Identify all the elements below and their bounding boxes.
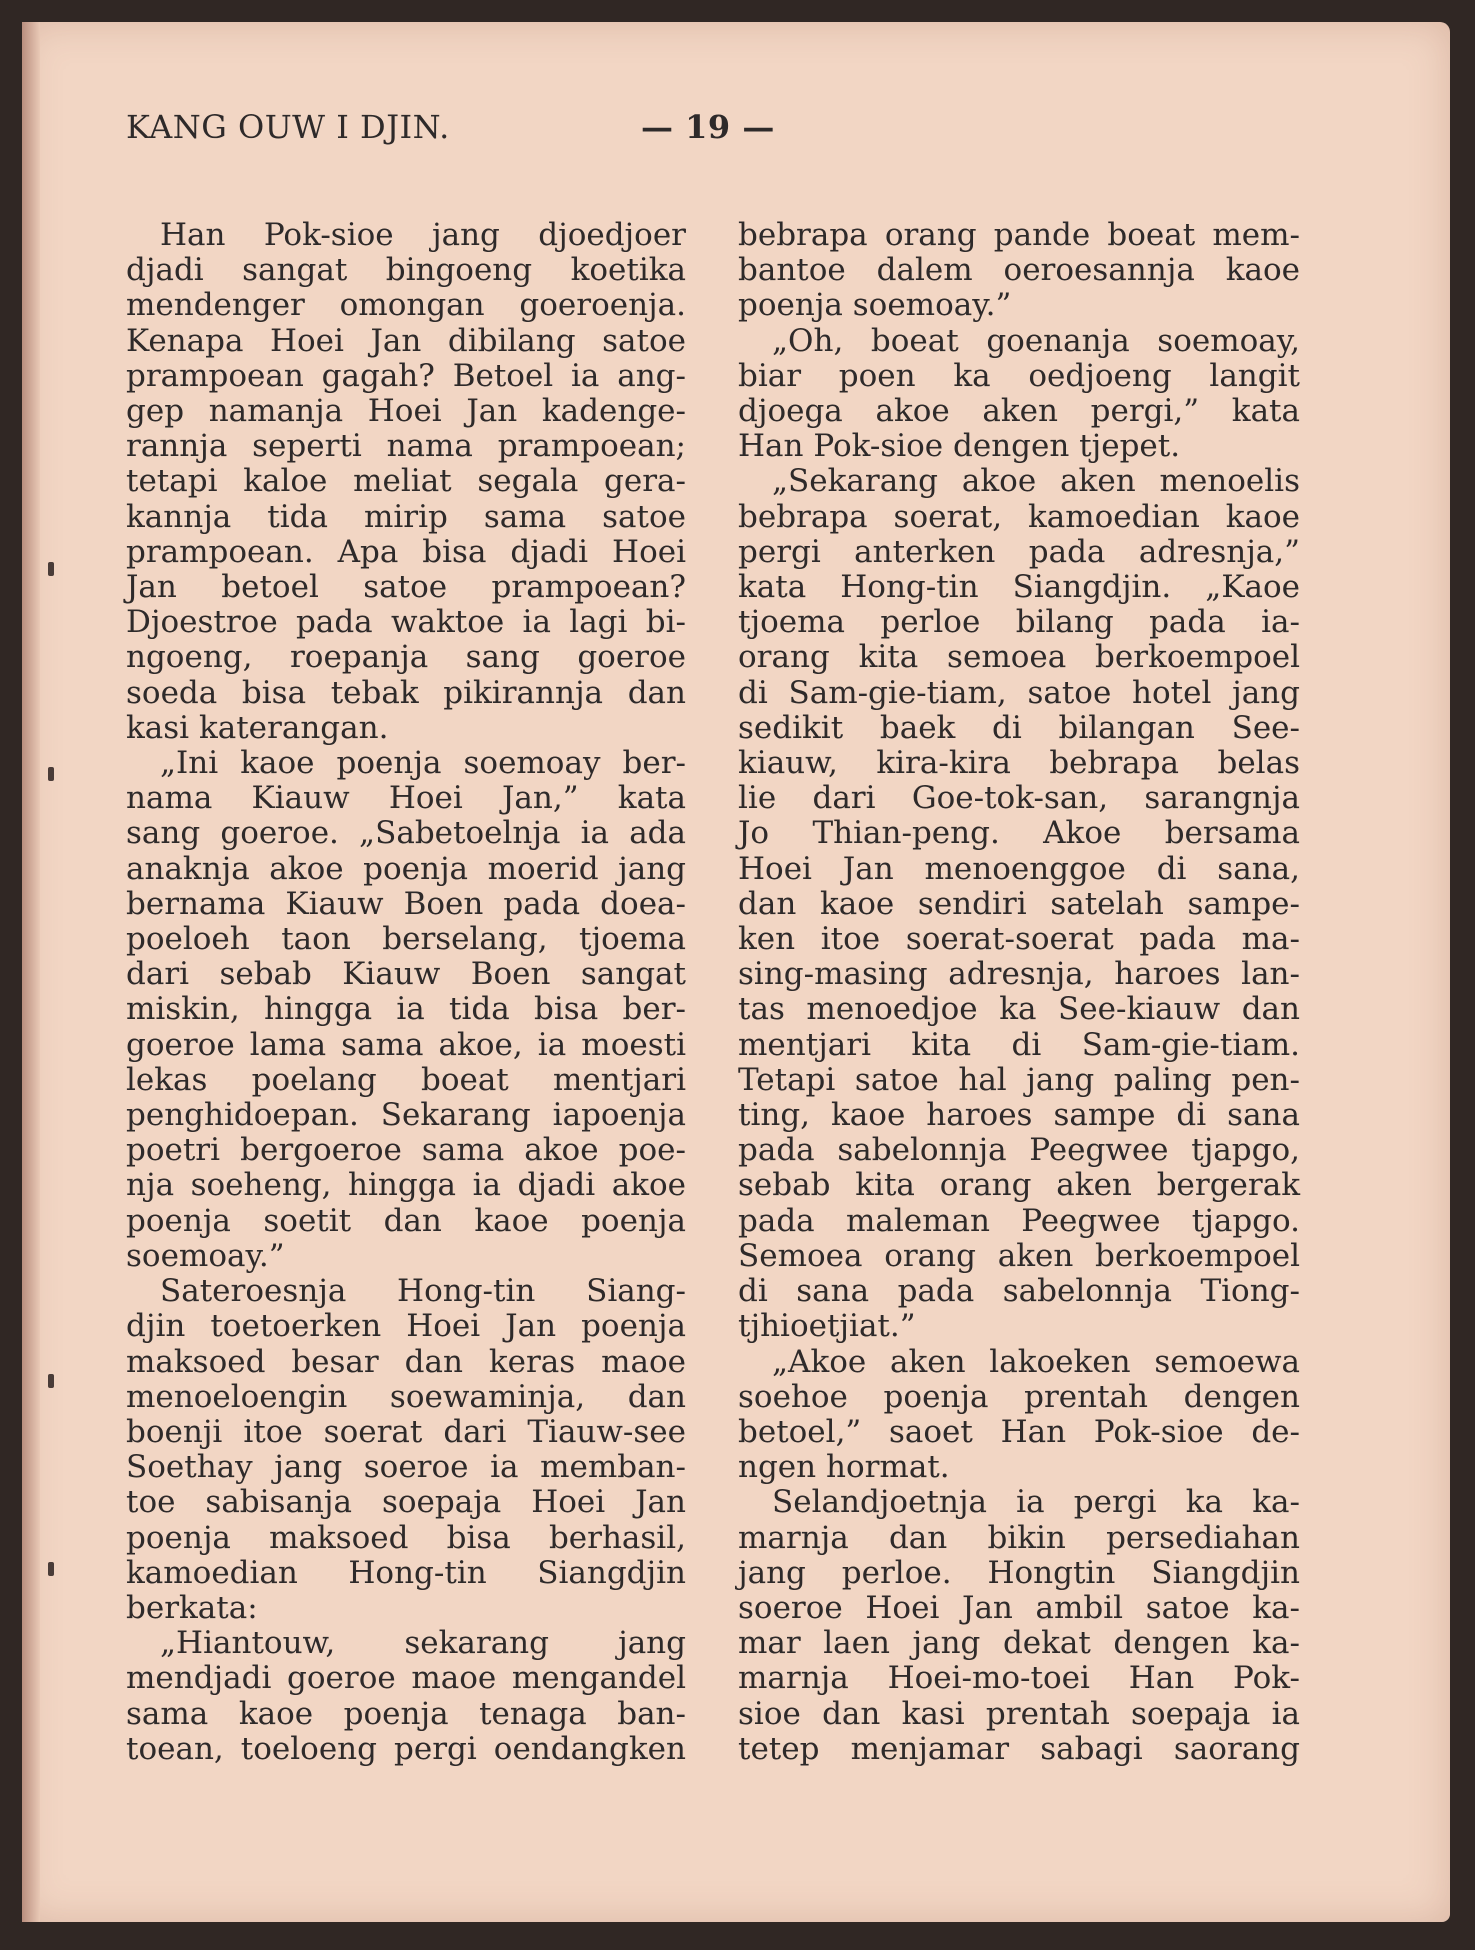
text-line: Tetapi satoe hal jang paling pen-	[738, 1061, 1300, 1098]
text-line: bernama Kiauw Boen pada doea-	[126, 885, 686, 922]
text-line: rannja seperti nama prampoean;	[126, 428, 686, 465]
text-line: bebrapa orang pande boeat mem-	[738, 217, 1300, 253]
text-line: mar laen jang dekat dengen ka-	[738, 1625, 1300, 1662]
text-line: ngen hormat.	[738, 1449, 950, 1486]
text-line: orang kita semoea berkoempoel	[738, 639, 1300, 676]
running-header	[126, 108, 786, 158]
text-line: berkata:	[126, 1589, 258, 1626]
text-line: Selandjoetnja ia pergi ka ka-	[772, 1484, 1300, 1521]
text-line: „Hiantouw, sekarang jang	[160, 1625, 686, 1662]
text-line: poenja maksoed bisa berhasil,	[126, 1519, 686, 1556]
text-line: pada maleman Peegwee tjapgo.	[738, 1202, 1300, 1239]
text-line: dan kaoe sendiri satelah sampe-	[738, 885, 1300, 922]
text-line: djadi sangat bingoeng koetika	[126, 252, 686, 289]
running-title: KANG OUW I DJIN.	[126, 108, 450, 146]
text-line: biar poen ka oedjoeng langit	[738, 357, 1300, 394]
left-text-column	[126, 218, 686, 1767]
text-line: prampoean. Apa bisa djadi Hoei	[126, 533, 686, 570]
text-line: mentjari kita di Sam-gie-tiam.	[738, 1026, 1300, 1063]
page-gutter	[22, 22, 40, 1922]
text-line: gep namanja Hoei Jan kadenge-	[126, 393, 686, 430]
margin-mark	[48, 767, 54, 781]
margin-mark	[48, 1562, 54, 1576]
text-line: lekas poelang boeat mentjari	[126, 1061, 686, 1098]
text-line: „Ini kaoe poenja soemoay ber-	[160, 745, 686, 782]
text-line: mendjadi goeroe maoe mengandel	[126, 1660, 686, 1697]
text-line: kasi katerangan.	[126, 709, 389, 746]
text-line: poeloeh taon berselang, tjoema	[126, 921, 686, 958]
right-text-column	[738, 218, 1300, 1767]
text-line: pergi anterken pada adresnja,”	[738, 533, 1300, 570]
text-line: pada sabelonnja Peegwee tjapgo,	[738, 1132, 1300, 1169]
text-line: ngoeng, roepanja sang goeroe	[126, 639, 686, 676]
text-line: kamoedian Hong-tin Siangdjin	[126, 1554, 686, 1591]
text-line: Han Pok-sioe dengen tjepet.	[738, 428, 1181, 465]
text-line: tjoema perloe bilang pada ia-	[738, 604, 1300, 641]
text-line: sedikit baek di bilangan See-	[738, 709, 1300, 746]
text-line: maksoed besar dan keras maoe	[126, 1343, 686, 1380]
text-line: marnja dan bikin persediahan	[738, 1519, 1300, 1556]
text-line: „Oh, boeat goenanja soemoay,	[772, 322, 1300, 359]
text-line: poenja soemoay.”	[738, 287, 1012, 324]
margin-mark	[48, 1374, 54, 1388]
text-line: soeda bisa tebak pikirannja dan	[126, 674, 686, 711]
text-line: toean, toeloeng pergi oendangken	[126, 1730, 686, 1767]
text-line: mendenger omongan goeroenja.	[126, 287, 686, 324]
text-line: Jo Thian-peng. Akoe bersama	[738, 815, 1300, 852]
text-line: Semoea orang aken berkoempoel	[738, 1237, 1300, 1274]
text-line: bebrapa soerat, kamoedian kaoe	[738, 498, 1300, 535]
text-line: anaknja akoe poenja moerid jang	[126, 850, 686, 887]
text-line: Han Pok-sioe jang djoedjoer	[160, 217, 686, 253]
text-line: marnja Hoei-mo-toei Han Pok-	[738, 1660, 1300, 1697]
text-line: di sana pada sabelonnja Tiong-	[738, 1273, 1300, 1310]
text-line: betoel,” saoet Han Pok-sioe de-	[738, 1413, 1300, 1450]
text-line: di Sam-gie-tiam, satoe hotel jang	[738, 674, 1300, 711]
text-line: menoeloengin soewaminja, dan	[126, 1378, 686, 1415]
text-line: poetri bergoeroe sama akoe poe-	[126, 1132, 686, 1169]
text-line: ken itoe soerat-soerat pada ma-	[738, 921, 1300, 958]
text-line: nama Kiauw Hoei Jan,” kata	[126, 780, 686, 817]
text-line: Soethay jang soeroe ia memban-	[126, 1449, 686, 1486]
page-number: — 19 —	[641, 108, 775, 146]
text-line: sing-masing adresnja, haroes lan-	[738, 956, 1300, 993]
text-line: Kenapa Hoei Jan dibilang satoe	[126, 322, 686, 359]
text-line: Sateroesnja Hong-tin Siang-	[160, 1273, 686, 1310]
text-line: soeroe Hoei Jan ambil satoe ka-	[738, 1589, 1300, 1626]
text-line: jang perloe. Hongtin Siangdjin	[738, 1554, 1300, 1591]
text-line: poenja soetit dan kaoe poenja	[126, 1202, 686, 1239]
text-line: Hoei Jan menoenggoe di sana,	[738, 850, 1300, 887]
text-line: penghidoepan. Sekarang iapoenja	[126, 1097, 686, 1134]
text-line: ting, kaoe haroes sampe di sana	[738, 1097, 1300, 1134]
text-line: nja soeheng, hingga ia djadi akoe	[126, 1167, 686, 1204]
margin-mark	[48, 562, 54, 576]
text-line: sama kaoe poenja tenaga ban-	[126, 1695, 686, 1732]
text-line: tjhioetjiat.”	[738, 1308, 916, 1345]
text-line: „Sekarang akoe aken menoelis	[772, 463, 1300, 500]
text-line: toe sabisanja soepaja Hoei Jan	[126, 1484, 686, 1521]
text-line: Djoestroe pada waktoe ia lagi bi-	[126, 604, 686, 641]
text-line: dari sebab Kiauw Boen sangat	[126, 956, 686, 993]
text-line: prampoean gagah? Betoel ia ang-	[126, 357, 686, 394]
text-line: miskin, hingga ia tida bisa ber-	[126, 991, 686, 1028]
text-line: sang goeroe. „Sabetoelnja ia ada	[126, 815, 686, 852]
text-line: boenji itoe soerat dari Tiauw-see	[126, 1413, 686, 1450]
text-line: kiauw, kira-kira bebrapa belas	[738, 745, 1300, 782]
text-line: „Akoe aken lakoeken semoewa	[772, 1343, 1300, 1380]
text-line: kannja tida mirip sama satoe	[126, 498, 686, 535]
text-line: soemoay.”	[126, 1237, 285, 1274]
text-line: bantoe dalem oeroesannja kaoe	[738, 252, 1300, 289]
text-line: soehoe poenja prentah dengen	[738, 1378, 1300, 1415]
text-line: tetapi kaloe meliat segala gera-	[126, 463, 686, 500]
text-line: djin toetoerken Hoei Jan poenja	[126, 1308, 686, 1345]
text-line: kata Hong-tin Siangdjin. „Kaoe	[738, 569, 1300, 606]
text-line: Jan betoel satoe prampoean?	[126, 569, 686, 606]
text-line: goeroe lama sama akoe, ia moesti	[126, 1026, 686, 1063]
text-line: tetep menjamar sabagi saorang	[738, 1730, 1300, 1767]
text-line: sioe dan kasi prentah soepaja ia	[738, 1695, 1300, 1732]
text-line: djoega akoe aken pergi,” kata	[738, 393, 1300, 430]
text-line: tas menoedjoe ka See-kiauw dan	[738, 991, 1300, 1028]
text-line: sebab kita orang aken bergerak	[738, 1167, 1300, 1204]
text-line: lie dari Goe-tok-san, sarangnja	[738, 780, 1300, 817]
